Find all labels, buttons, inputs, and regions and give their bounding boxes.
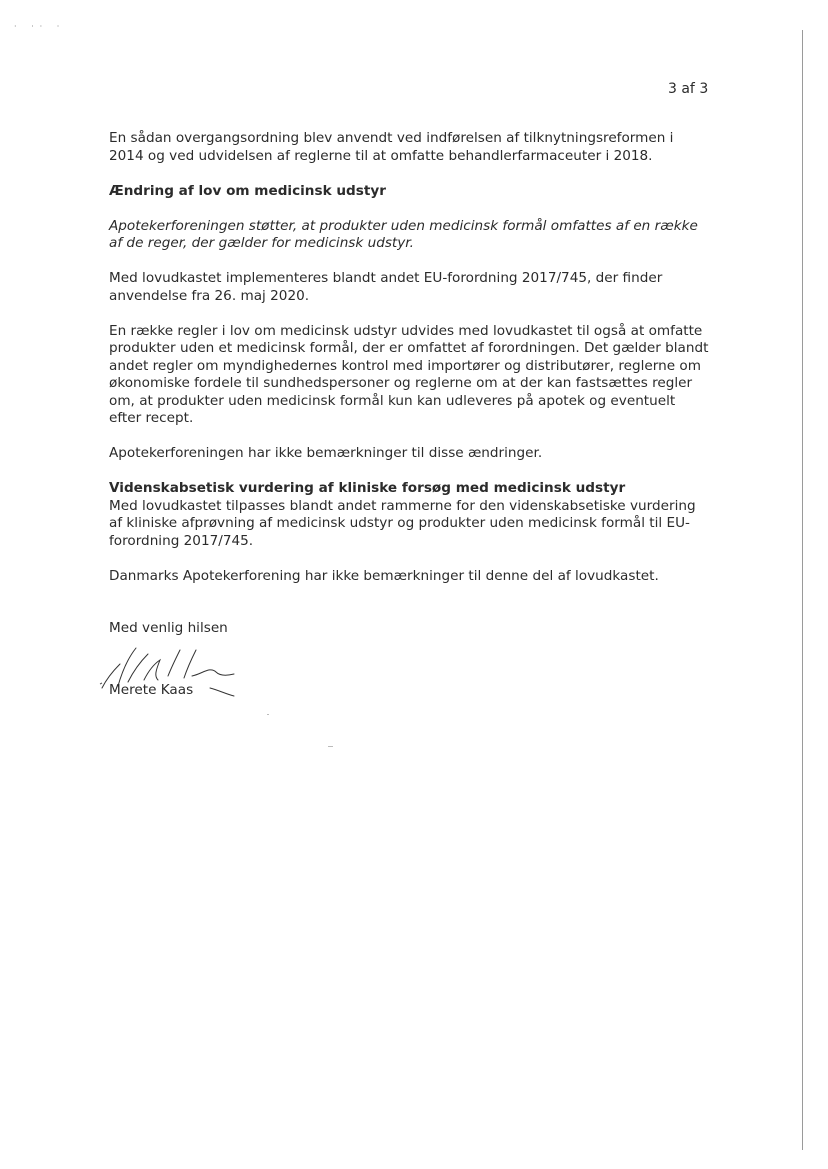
letter-body [109,130,709,638]
paragraph-ethics: Med lovudkastet tilpasses blandt andet rammerne for den videnskabsetiske vurdering af kliniske afprøvning af medicinsk udstyr og produkter uden medicinsk formål til EU-forordning 2017/745. [109,497,696,549]
scan-edge [802,30,803,1150]
paragraph-transition: En sådan overgangsordning blev anvendt ved indførelsen af tilknytningsreformen i 2014 og ved udvidelsen af reglerne til at omfatte behandlerfarmaceuter i 2018. [109,130,674,164]
scan-speck [267,714,269,715]
paragraph-no-remarks-part: Danmarks Apotekerforening har ikke bemærkninger til denne del af lovudkastet. [109,567,659,584]
heading-medical-devices: Ændring af lov om medicinsk udstyr [109,182,386,199]
paragraph-support: Apotekerforeningen støtter, at produkter uden medicinsk formål omfattes af en række af de reger, der gælder for medicinsk udstyr. [109,217,698,251]
page-number: 3 af 3 [668,81,709,97]
closing-greeting: Med venlig hilsen [109,620,228,636]
scan-speck [328,746,333,747]
paragraph-eu-regulation: Med lovudkastet implementeres blandt andet EU-forordning 2017/745, der finder anvendelse fra 26. maj 2020. [109,270,663,304]
signer-name: Merete Kaas [109,682,194,698]
heading-ethics-assessment: Videnskabsetisk vurdering af kliniske forsøg med medicinsk udstyr [109,480,626,496]
paragraph-no-remarks: Apotekerforeningen har ikke bemærkninger til disse ændringer. [109,445,543,461]
scan-artifact: · ·· · [14,22,66,31]
paragraph-rules-extension: En række regler i lov om medicinsk udstyr udvides med lovudkastet til også at omfatte produkter uden et medicinsk formål, der er omfattet af forordningen. Det gælder blandt andet regler om myndighedernes kontrol med importører og distributører, reglerne om økonomiske fordele til sundhedspersoner og reglerne om at der kan fastsættes regler om, at produkter uden medicinsk formål kun kan udleveres på apotek og eventuelt efter recept. [109,322,709,426]
